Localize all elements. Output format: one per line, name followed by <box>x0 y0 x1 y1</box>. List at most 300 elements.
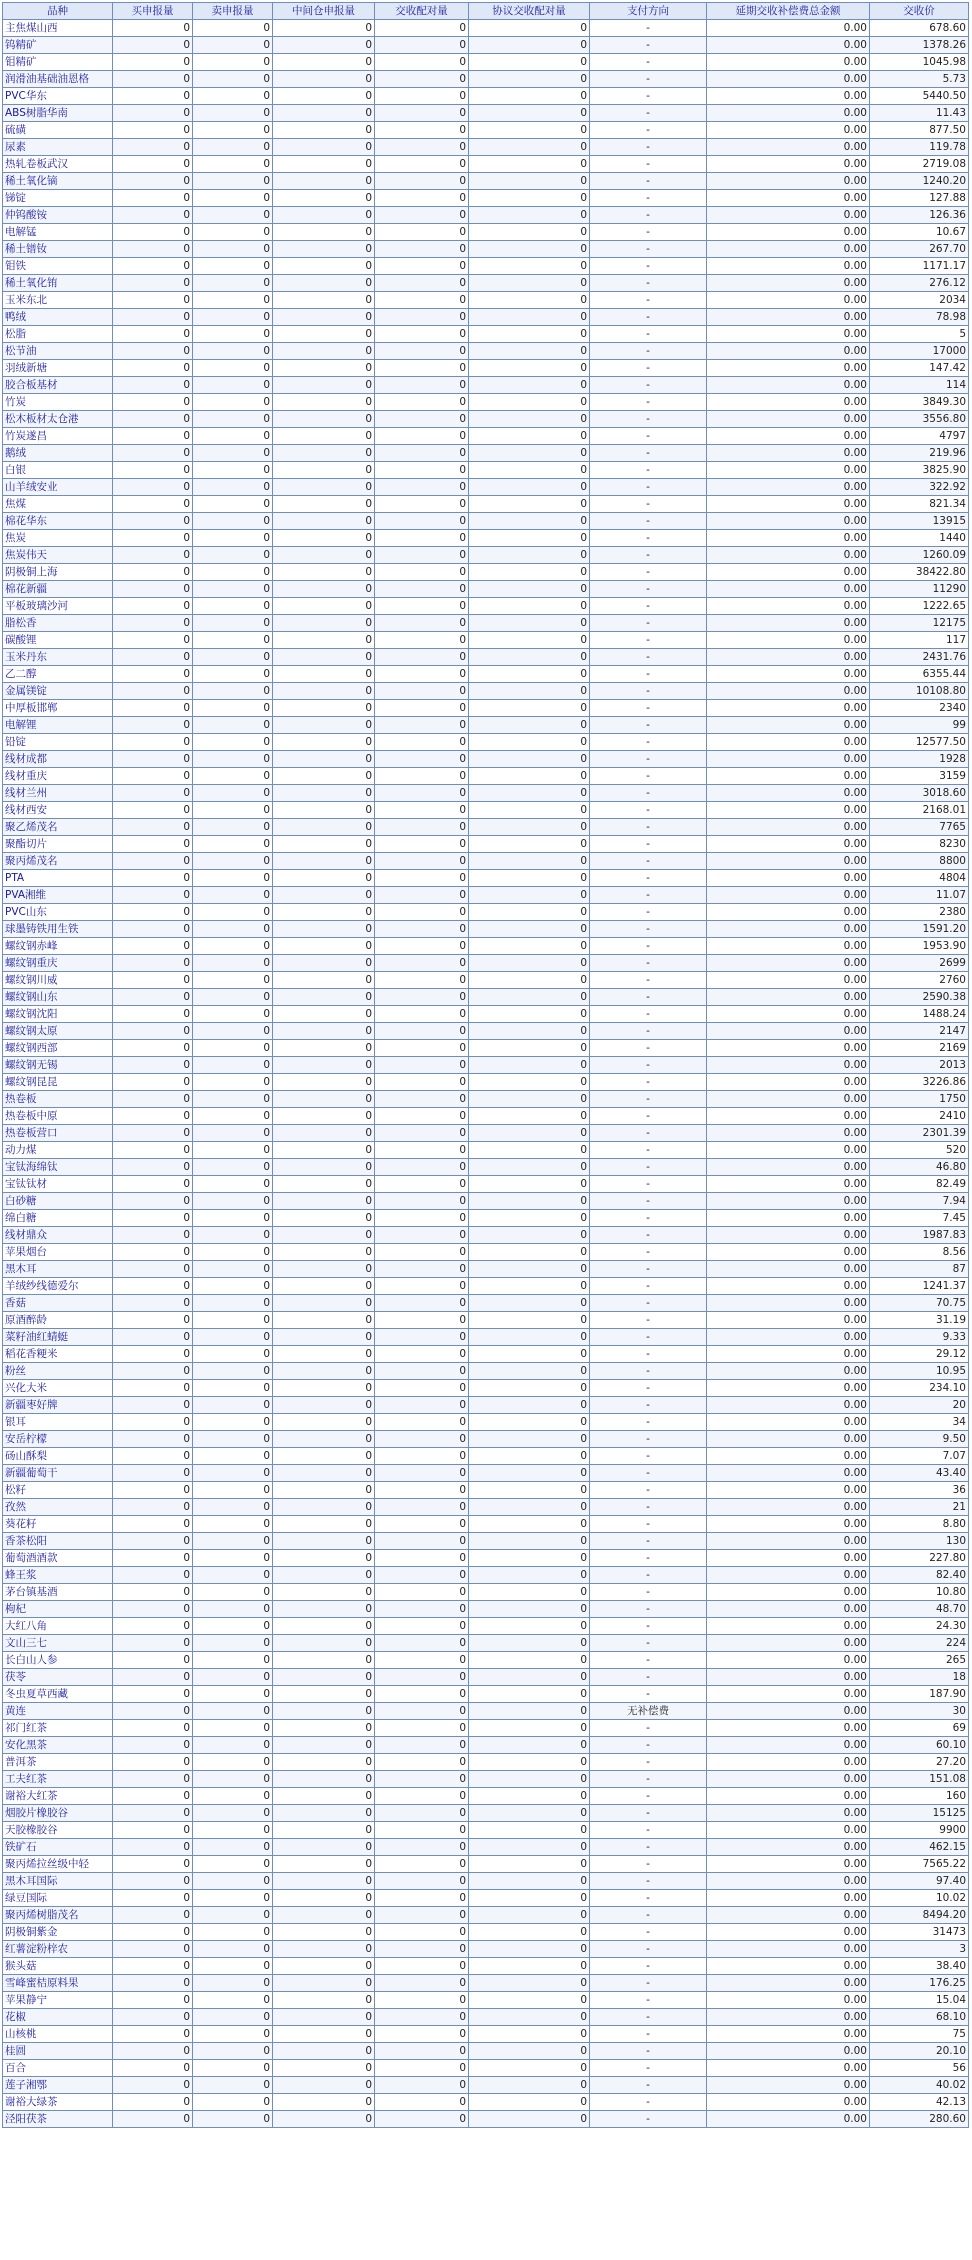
cell-payment-direction: - <box>590 224 707 241</box>
cell-buy-declared: 0 <box>113 870 193 887</box>
cell-sell-declared: 0 <box>193 1601 273 1618</box>
cell-variety: 黄连 <box>3 1703 113 1720</box>
cell-matched: 0 <box>375 1584 469 1601</box>
cell-deferred-compensation: 0.00 <box>707 1958 870 1975</box>
cell-variety: 茅台镇基酒 <box>3 1584 113 1601</box>
cell-payment-direction: - <box>590 122 707 139</box>
cell-deferred-compensation: 0.00 <box>707 122 870 139</box>
cell-payment-direction: - <box>590 1210 707 1227</box>
table-row <box>3 1720 969 1737</box>
cell-agreement-matched: 0 <box>469 1261 590 1278</box>
cell-sell-declared: 0 <box>193 1754 273 1771</box>
cell-variety: 螺纹钢昆昆 <box>3 1074 113 1091</box>
table-row <box>3 20 969 37</box>
cell-intermediate-declared: 0 <box>273 1839 375 1856</box>
table-row <box>3 530 969 547</box>
cell-buy-declared: 0 <box>113 1278 193 1295</box>
cell-delivery-price: 5440.50 <box>870 88 969 105</box>
table-row <box>3 1210 969 1227</box>
cell-intermediate-declared: 0 <box>273 309 375 326</box>
cell-matched: 0 <box>375 751 469 768</box>
cell-intermediate-declared: 0 <box>273 173 375 190</box>
cell-deferred-compensation: 0.00 <box>707 1176 870 1193</box>
table-row <box>3 1805 969 1822</box>
cell-buy-declared: 0 <box>113 1890 193 1907</box>
cell-agreement-matched: 0 <box>469 1788 590 1805</box>
cell-deferred-compensation: 0.00 <box>707 1771 870 1788</box>
cell-deferred-compensation: 0.00 <box>707 955 870 972</box>
cell-delivery-price: 15.04 <box>870 1992 969 2009</box>
cell-payment-direction: - <box>590 2026 707 2043</box>
cell-delivery-price: 1260.09 <box>870 547 969 564</box>
table-row <box>3 1686 969 1703</box>
cell-matched: 0 <box>375 496 469 513</box>
cell-buy-declared: 0 <box>113 377 193 394</box>
table-row <box>3 326 969 343</box>
cell-matched: 0 <box>375 241 469 258</box>
cell-intermediate-declared: 0 <box>273 1465 375 1482</box>
cell-intermediate-declared: 0 <box>273 1941 375 1958</box>
cell-agreement-matched: 0 <box>469 1771 590 1788</box>
cell-delivery-price: 12175 <box>870 615 969 632</box>
cell-intermediate-declared: 0 <box>273 1244 375 1261</box>
cell-intermediate-declared: 0 <box>273 1601 375 1618</box>
cell-payment-direction: - <box>590 1890 707 1907</box>
cell-delivery-price: 5 <box>870 326 969 343</box>
table-row <box>3 1499 969 1516</box>
cell-payment-direction: - <box>590 1958 707 1975</box>
cell-buy-declared: 0 <box>113 1788 193 1805</box>
cell-buy-declared: 0 <box>113 581 193 598</box>
cell-agreement-matched: 0 <box>469 1193 590 1210</box>
cell-intermediate-declared: 0 <box>273 751 375 768</box>
cell-sell-declared: 0 <box>193 411 273 428</box>
cell-sell-declared: 0 <box>193 1176 273 1193</box>
cell-intermediate-declared: 0 <box>273 1125 375 1142</box>
cell-intermediate-declared: 0 <box>273 258 375 275</box>
cell-deferred-compensation: 0.00 <box>707 1006 870 1023</box>
cell-agreement-matched: 0 <box>469 1669 590 1686</box>
cell-payment-direction: - <box>590 1771 707 1788</box>
cell-buy-declared: 0 <box>113 173 193 190</box>
cell-agreement-matched: 0 <box>469 1312 590 1329</box>
cell-payment-direction: - <box>590 666 707 683</box>
cell-delivery-price: 11.43 <box>870 105 969 122</box>
cell-intermediate-declared: 0 <box>273 1227 375 1244</box>
cell-intermediate-declared: 0 <box>273 1958 375 1975</box>
cell-delivery-price: 8494.20 <box>870 1907 969 1924</box>
table-row <box>3 1839 969 1856</box>
cell-payment-direction: - <box>590 156 707 173</box>
cell-sell-declared: 0 <box>193 1720 273 1737</box>
col-header-sell-declared: 卖申报量 <box>193 3 273 20</box>
cell-deferred-compensation: 0.00 <box>707 598 870 615</box>
table-row <box>3 666 969 683</box>
cell-deferred-compensation: 0.00 <box>707 530 870 547</box>
cell-agreement-matched: 0 <box>469 309 590 326</box>
cell-deferred-compensation: 0.00 <box>707 1788 870 1805</box>
cell-delivery-price: 3825.90 <box>870 462 969 479</box>
cell-agreement-matched: 0 <box>469 2060 590 2077</box>
cell-intermediate-declared: 0 <box>273 819 375 836</box>
cell-deferred-compensation: 0.00 <box>707 666 870 683</box>
cell-variety: 安化黑茶 <box>3 1737 113 1754</box>
cell-intermediate-declared: 0 <box>273 1856 375 1873</box>
cell-payment-direction: - <box>590 207 707 224</box>
cell-deferred-compensation: 0.00 <box>707 20 870 37</box>
cell-payment-direction: - <box>590 496 707 513</box>
table-row <box>3 156 969 173</box>
cell-deferred-compensation: 0.00 <box>707 1074 870 1091</box>
cell-buy-declared: 0 <box>113 411 193 428</box>
cell-intermediate-declared: 0 <box>273 428 375 445</box>
cell-deferred-compensation: 0.00 <box>707 768 870 785</box>
table-row <box>3 1907 969 1924</box>
cell-sell-declared: 0 <box>193 1125 273 1142</box>
cell-buy-declared: 0 <box>113 20 193 37</box>
cell-deferred-compensation: 0.00 <box>707 547 870 564</box>
cell-payment-direction: - <box>590 428 707 445</box>
cell-deferred-compensation: 0.00 <box>707 1839 870 1856</box>
cell-intermediate-declared: 0 <box>273 632 375 649</box>
cell-sell-declared: 0 <box>193 207 273 224</box>
cell-intermediate-declared: 0 <box>273 700 375 717</box>
cell-sell-declared: 0 <box>193 1958 273 1975</box>
cell-deferred-compensation: 0.00 <box>707 1380 870 1397</box>
cell-delivery-price: 1440 <box>870 530 969 547</box>
cell-deferred-compensation: 0.00 <box>707 1601 870 1618</box>
cell-agreement-matched: 0 <box>469 122 590 139</box>
cell-agreement-matched: 0 <box>469 1006 590 1023</box>
cell-payment-direction: - <box>590 938 707 955</box>
cell-variety: 松木板材太仓港 <box>3 411 113 428</box>
cell-payment-direction: - <box>590 1023 707 1040</box>
cell-buy-declared: 0 <box>113 1227 193 1244</box>
cell-variety: 新疆葡萄干 <box>3 1465 113 1482</box>
cell-payment-direction: - <box>590 1091 707 1108</box>
cell-delivery-price: 117 <box>870 632 969 649</box>
table-row <box>3 88 969 105</box>
cell-sell-declared: 0 <box>193 2009 273 2026</box>
cell-variety: PTA <box>3 870 113 887</box>
table-row <box>3 1550 969 1567</box>
cell-matched: 0 <box>375 1091 469 1108</box>
cell-matched: 0 <box>375 2060 469 2077</box>
cell-agreement-matched: 0 <box>469 938 590 955</box>
cell-deferred-compensation: 0.00 <box>707 326 870 343</box>
cell-agreement-matched: 0 <box>469 955 590 972</box>
table-row <box>3 683 969 700</box>
cell-agreement-matched: 0 <box>469 1992 590 2009</box>
table-row <box>3 360 969 377</box>
cell-variety: 枸杞 <box>3 1601 113 1618</box>
cell-delivery-price: 130 <box>870 1533 969 1550</box>
cell-deferred-compensation: 0.00 <box>707 564 870 581</box>
cell-sell-declared: 0 <box>193 1550 273 1567</box>
cell-buy-declared: 0 <box>113 615 193 632</box>
cell-sell-declared: 0 <box>193 972 273 989</box>
table-row <box>3 1958 969 1975</box>
cell-buy-declared: 0 <box>113 1346 193 1363</box>
cell-matched: 0 <box>375 1108 469 1125</box>
delivery-report <box>2 2 969 2128</box>
cell-variety: 线材兰州 <box>3 785 113 802</box>
cell-deferred-compensation: 0.00 <box>707 1210 870 1227</box>
cell-delivery-price: 10.95 <box>870 1363 969 1380</box>
cell-delivery-price: 234.10 <box>870 1380 969 1397</box>
cell-matched: 0 <box>375 887 469 904</box>
cell-agreement-matched: 0 <box>469 1057 590 1074</box>
cell-variety: 锑锭 <box>3 190 113 207</box>
cell-delivery-price: 11290 <box>870 581 969 598</box>
cell-variety: 胶合板基材 <box>3 377 113 394</box>
cell-agreement-matched: 0 <box>469 1414 590 1431</box>
cell-payment-direction: - <box>590 581 707 598</box>
cell-deferred-compensation: 0.00 <box>707 105 870 122</box>
cell-variety: 螺纹钢沈阳 <box>3 1006 113 1023</box>
cell-delivery-price: 1953.90 <box>870 938 969 955</box>
cell-payment-direction: - <box>590 71 707 88</box>
cell-delivery-price: 1171.17 <box>870 258 969 275</box>
cell-variety: 铁矿石 <box>3 1839 113 1856</box>
table-row <box>3 1482 969 1499</box>
cell-matched: 0 <box>375 1601 469 1618</box>
cell-matched: 0 <box>375 853 469 870</box>
cell-agreement-matched: 0 <box>469 1618 590 1635</box>
col-header-intermediate-declared: 中间仓申报量 <box>273 3 375 20</box>
table-row <box>3 190 969 207</box>
col-header-buy-declared: 买申报量 <box>113 3 193 20</box>
cell-delivery-price: 8800 <box>870 853 969 870</box>
cell-matched: 0 <box>375 734 469 751</box>
cell-deferred-compensation: 0.00 <box>707 71 870 88</box>
table-row <box>3 2060 969 2077</box>
cell-buy-declared: 0 <box>113 2026 193 2043</box>
cell-sell-declared: 0 <box>193 1227 273 1244</box>
cell-sell-declared: 0 <box>193 1431 273 1448</box>
table-row <box>3 496 969 513</box>
cell-payment-direction: - <box>590 88 707 105</box>
cell-variety: 螺纹钢太原 <box>3 1023 113 1040</box>
cell-sell-declared: 0 <box>193 1091 273 1108</box>
cell-deferred-compensation: 0.00 <box>707 836 870 853</box>
cell-payment-direction: - <box>590 1635 707 1652</box>
table-row <box>3 989 969 1006</box>
cell-sell-declared: 0 <box>193 819 273 836</box>
cell-variety: 泾阳茯茶 <box>3 2111 113 2128</box>
cell-buy-declared: 0 <box>113 666 193 683</box>
cell-deferred-compensation: 0.00 <box>707 802 870 819</box>
cell-matched: 0 <box>375 1635 469 1652</box>
cell-delivery-price: 2431.76 <box>870 649 969 666</box>
cell-sell-declared: 0 <box>193 1380 273 1397</box>
cell-sell-declared: 0 <box>193 853 273 870</box>
cell-agreement-matched: 0 <box>469 445 590 462</box>
cell-agreement-matched: 0 <box>469 1091 590 1108</box>
cell-buy-declared: 0 <box>113 683 193 700</box>
cell-delivery-price: 7.07 <box>870 1448 969 1465</box>
cell-sell-declared: 0 <box>193 139 273 156</box>
col-header-delivery-price: 交收价 <box>870 3 969 20</box>
cell-delivery-price: 3 <box>870 1941 969 1958</box>
cell-delivery-price: 1488.24 <box>870 1006 969 1023</box>
cell-delivery-price: 322.92 <box>870 479 969 496</box>
cell-matched: 0 <box>375 54 469 71</box>
cell-buy-declared: 0 <box>113 564 193 581</box>
table-row <box>3 428 969 445</box>
cell-intermediate-declared: 0 <box>273 1516 375 1533</box>
cell-payment-direction: - <box>590 462 707 479</box>
cell-variety: ABS树脂华南 <box>3 105 113 122</box>
cell-intermediate-declared: 0 <box>273 479 375 496</box>
cell-variety: 稀土氧化镝 <box>3 173 113 190</box>
cell-sell-declared: 0 <box>193 1499 273 1516</box>
cell-matched: 0 <box>375 1363 469 1380</box>
cell-agreement-matched: 0 <box>469 1482 590 1499</box>
cell-delivery-price: 2340 <box>870 700 969 717</box>
cell-payment-direction: - <box>590 377 707 394</box>
cell-agreement-matched: 0 <box>469 258 590 275</box>
cell-variety: 红薯淀粉梓农 <box>3 1941 113 1958</box>
cell-deferred-compensation: 0.00 <box>707 1465 870 1482</box>
cell-intermediate-declared: 0 <box>273 598 375 615</box>
table-row <box>3 768 969 785</box>
cell-payment-direction: - <box>590 241 707 258</box>
cell-payment-direction: - <box>590 1550 707 1567</box>
cell-variety: 稻花香粳米 <box>3 1346 113 1363</box>
delivery-table <box>2 2 969 2128</box>
cell-delivery-price: 119.78 <box>870 139 969 156</box>
cell-delivery-price: 10.02 <box>870 1890 969 1907</box>
cell-matched: 0 <box>375 1567 469 1584</box>
cell-delivery-price: 3849.30 <box>870 394 969 411</box>
table-row <box>3 241 969 258</box>
cell-variety: 宝钛海绵钛 <box>3 1159 113 1176</box>
cell-agreement-matched: 0 <box>469 1907 590 1924</box>
cell-matched: 0 <box>375 683 469 700</box>
cell-agreement-matched: 0 <box>469 870 590 887</box>
cell-buy-declared: 0 <box>113 479 193 496</box>
cell-agreement-matched: 0 <box>469 853 590 870</box>
cell-sell-declared: 0 <box>193 156 273 173</box>
cell-matched: 0 <box>375 1737 469 1754</box>
cell-delivery-price: 147.42 <box>870 360 969 377</box>
cell-variety: 稀土镨钕 <box>3 241 113 258</box>
cell-matched: 0 <box>375 207 469 224</box>
cell-payment-direction: - <box>590 1754 707 1771</box>
cell-variety: 阴极铜上海 <box>3 564 113 581</box>
cell-matched: 0 <box>375 275 469 292</box>
cell-variety: 焦炭伟天 <box>3 547 113 564</box>
cell-deferred-compensation: 0.00 <box>707 581 870 598</box>
cell-intermediate-declared: 0 <box>273 870 375 887</box>
cell-delivery-price: 1222.65 <box>870 598 969 615</box>
cell-payment-direction: - <box>590 1856 707 1873</box>
cell-buy-declared: 0 <box>113 853 193 870</box>
cell-deferred-compensation: 0.00 <box>707 309 870 326</box>
cell-buy-declared: 0 <box>113 921 193 938</box>
cell-intermediate-declared: 0 <box>273 1329 375 1346</box>
table-row <box>3 394 969 411</box>
cell-matched: 0 <box>375 428 469 445</box>
cell-matched: 0 <box>375 343 469 360</box>
cell-agreement-matched: 0 <box>469 530 590 547</box>
table-row <box>3 2026 969 2043</box>
cell-variety: 棉花新疆 <box>3 581 113 598</box>
cell-deferred-compensation: 0.00 <box>707 1992 870 2009</box>
cell-delivery-price: 70.75 <box>870 1295 969 1312</box>
cell-payment-direction: - <box>590 1465 707 1482</box>
cell-delivery-price: 276.12 <box>870 275 969 292</box>
cell-payment-direction: - <box>590 547 707 564</box>
cell-delivery-price: 27.20 <box>870 1754 969 1771</box>
cell-sell-declared: 0 <box>193 309 273 326</box>
cell-agreement-matched: 0 <box>469 428 590 445</box>
cell-buy-declared: 0 <box>113 309 193 326</box>
cell-matched: 0 <box>375 1941 469 1958</box>
cell-payment-direction: - <box>590 2094 707 2111</box>
cell-intermediate-declared: 0 <box>273 1380 375 1397</box>
cell-agreement-matched: 0 <box>469 1703 590 1720</box>
cell-payment-direction: - <box>590 513 707 530</box>
cell-agreement-matched: 0 <box>469 972 590 989</box>
cell-deferred-compensation: 0.00 <box>707 394 870 411</box>
table-row <box>3 173 969 190</box>
cell-delivery-price: 13915 <box>870 513 969 530</box>
cell-delivery-price: 7.94 <box>870 1193 969 1210</box>
cell-payment-direction: - <box>590 751 707 768</box>
cell-variety: 苹果烟台 <box>3 1244 113 1261</box>
cell-variety: 金属镁锭 <box>3 683 113 700</box>
cell-agreement-matched: 0 <box>469 2077 590 2094</box>
cell-delivery-price: 877.50 <box>870 122 969 139</box>
cell-variety: 大红八角 <box>3 1618 113 1635</box>
table-row <box>3 1363 969 1380</box>
cell-variety: 线材成都 <box>3 751 113 768</box>
table-row <box>3 411 969 428</box>
cell-agreement-matched: 0 <box>469 224 590 241</box>
cell-variety: 螺纹钢赤峰 <box>3 938 113 955</box>
cell-buy-declared: 0 <box>113 37 193 54</box>
cell-variety: 电解锂 <box>3 717 113 734</box>
table-row <box>3 1312 969 1329</box>
cell-delivery-price: 9900 <box>870 1822 969 1839</box>
cell-variety: 蜂王浆 <box>3 1567 113 1584</box>
cell-payment-direction: - <box>590 598 707 615</box>
cell-agreement-matched: 0 <box>469 700 590 717</box>
cell-sell-declared: 0 <box>193 1193 273 1210</box>
cell-matched: 0 <box>375 1856 469 1873</box>
cell-sell-declared: 0 <box>193 1397 273 1414</box>
cell-intermediate-declared: 0 <box>273 1210 375 1227</box>
cell-variety: 螺纹钢西部 <box>3 1040 113 1057</box>
cell-matched: 0 <box>375 377 469 394</box>
cell-intermediate-declared: 0 <box>273 989 375 1006</box>
cell-variety: 尿素 <box>3 139 113 156</box>
cell-sell-declared: 0 <box>193 700 273 717</box>
cell-variety: 孜然 <box>3 1499 113 1516</box>
cell-deferred-compensation: 0.00 <box>707 1822 870 1839</box>
cell-sell-declared: 0 <box>193 2060 273 2077</box>
table-row <box>3 1125 969 1142</box>
cell-delivery-price: 2169 <box>870 1040 969 1057</box>
cell-matched: 0 <box>375 71 469 88</box>
table-row <box>3 1618 969 1635</box>
cell-sell-declared: 0 <box>193 1448 273 1465</box>
table-row <box>3 1329 969 1346</box>
cell-variety: 球墨铸铁用生铁 <box>3 921 113 938</box>
cell-agreement-matched: 0 <box>469 411 590 428</box>
